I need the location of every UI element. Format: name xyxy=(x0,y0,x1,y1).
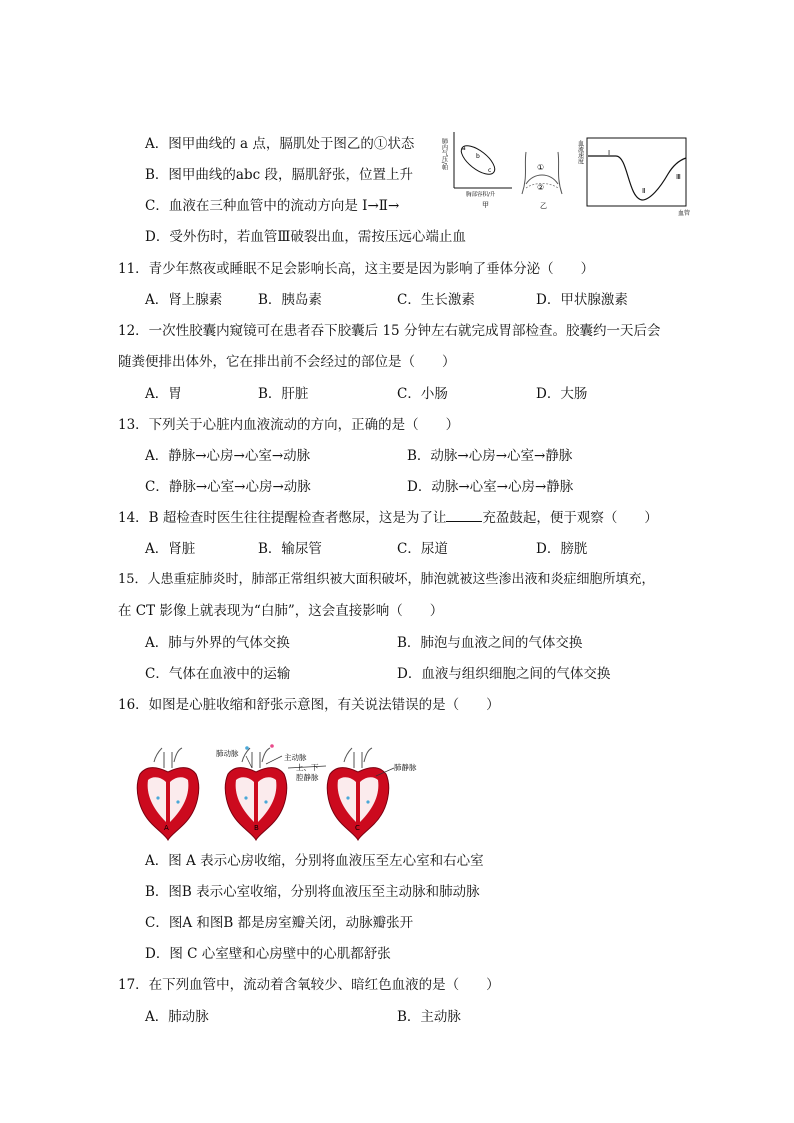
q14-blank xyxy=(446,509,482,522)
q12-stem-line1: 12．一次性胶囊内窥镜可在患者吞下胶囊后 15 分钟左右就完成胃部检查。胶囊约一天后会 xyxy=(118,323,661,339)
flow-label-3: Ⅲ xyxy=(676,173,681,181)
q15-option-b: B．肺泡与血液之间的气体交换 xyxy=(397,635,583,651)
q12-stem-line2: 随粪便排出体外，它在排出前不会经过的部位是（ ） xyxy=(118,354,456,370)
q14-option-d: D．膀胱 xyxy=(536,541,588,557)
q17-option-b: B．主动脉 xyxy=(397,1009,461,1025)
yi-mark-2: ② xyxy=(537,183,545,192)
q14-option-a: A．肾脏 xyxy=(145,541,196,557)
q16-option-d: D．图 C 心室壁和心房壁中的心肌都舒张 xyxy=(145,946,391,962)
jia-xlabel: 胸部容积/升 xyxy=(466,192,496,198)
q15-stem-line2: 在 CT 影像上就表现为“白肺”，这会直接影响（ ） xyxy=(118,603,444,619)
q15-option-c: C．气体在血液中的运输 xyxy=(145,666,291,682)
label-pulmonary-artery: 肺动脉 xyxy=(216,749,239,758)
caption-c: C xyxy=(355,824,360,832)
q11-option-b: B．胰岛素 xyxy=(258,292,322,308)
q16-heart-figure xyxy=(130,732,420,842)
q11-option-d: D．甲状腺激素 xyxy=(536,292,628,308)
q13-option-b: B．动脉→心房→心室→静脉 xyxy=(407,448,573,464)
q15-option-d: D．血液与组织细胞之间的气体交换 xyxy=(397,666,611,682)
q13-option-d: D．动脉→心室→心房→静脉 xyxy=(407,479,574,495)
label-vena-cava-2: 腔静脉 xyxy=(296,773,319,782)
q10-figure-jia xyxy=(440,128,520,210)
caption-a: A xyxy=(164,824,169,832)
q15-option-a: A．肺与外界的气体交换 xyxy=(145,635,290,651)
flow-label-1: Ⅰ xyxy=(608,149,611,157)
q17-option-a: A．肺动脉 xyxy=(145,1009,209,1025)
jia-point-c: c xyxy=(488,167,492,174)
label-pulmonary-vein: 肺静脉 xyxy=(394,763,417,772)
q14-stem-part2: 充盈鼓起，便于观察（ ） xyxy=(482,510,658,526)
label-vena-cava-1: 上、下 xyxy=(296,763,319,772)
q14-stem-part1: 14．B 超检查时医生往往提醒检查者憋尿，这是为了让 xyxy=(118,510,447,526)
q12-option-b: B．肝脏 xyxy=(258,386,309,402)
q12-option-c: C．小肠 xyxy=(397,386,448,402)
q14-option-c: C．尿道 xyxy=(397,541,448,557)
caption-b: B xyxy=(254,824,259,832)
jia-point-b: b xyxy=(476,153,480,160)
q14-stem xyxy=(118,509,658,527)
q16-option-b: B．图B 表示心室收缩，分别将血液压至主动脉和肺动脉 xyxy=(145,884,480,900)
flow-ylabel: 血流速度 xyxy=(576,140,584,164)
q16-stem: 16．如图是心脏收缩和舒张示意图，有关说法错误的是（ ） xyxy=(118,697,500,713)
q10-option-c: C．血液在三种血管中的流动方向是 Ⅰ→Ⅱ→ xyxy=(145,198,400,214)
q10-option-a: A．图甲曲线的 a 点，膈肌处于图乙的①状态 xyxy=(145,136,415,152)
q11-option-c: C．生长激素 xyxy=(397,292,475,308)
yi-mark-1: ① xyxy=(537,163,545,172)
flow-xlabel: 血管 xyxy=(678,210,691,217)
q12-option-a: A．胃 xyxy=(145,386,182,402)
flow-label-2: Ⅱ xyxy=(642,187,646,195)
q10-figure-blood-flow xyxy=(576,134,696,218)
q11-stem: 11．青少年熬夜或睡眠不足会影响长高，这主要是因为影响了垂体分泌（ ） xyxy=(118,261,595,277)
q16-option-c: C．图A 和图B 都是房室瓣关闭，动脉瓣张开 xyxy=(145,915,414,931)
q10-option-d: D．受外伤时，若血管Ⅲ破裂出血，需按压远心端止血 xyxy=(145,229,466,245)
q11-option-a: A．肾上腺素 xyxy=(145,292,223,308)
q15-stem-line1: 15．人患重症肺炎时，肺部正常组织被大面积破坏，肺泡就被这些渗出液和炎症细胞所填充， xyxy=(118,572,655,587)
q13-option-c: C．静脉→心室→心房→动脉 xyxy=(145,479,311,495)
q16-option-a: A．图 A 表示心房收缩，分别将血液压至左心室和右心室 xyxy=(145,853,484,869)
jia-ylabel: 肺内气压/帕 xyxy=(440,138,448,171)
q17-stem: 17．在下列血管中，流动着含氧较少、暗红色血液的是（ ） xyxy=(118,977,500,993)
q13-option-a: A．静脉→心房→心室→动脉 xyxy=(145,448,311,464)
yi-caption: 乙 xyxy=(540,202,547,210)
q10-figure-yi xyxy=(518,150,566,212)
q12-option-d: D．大肠 xyxy=(536,386,588,402)
q10-option-b: B．图甲曲线的abc 段，膈肌舒张，位置上升 xyxy=(145,167,413,183)
q13-stem: 13．下列关于心脏内血液流动的方向，正确的是（ ） xyxy=(118,417,460,433)
jia-caption: 甲 xyxy=(482,201,489,209)
label-aorta: 主动脉 xyxy=(284,753,307,762)
q14-option-b: B．输尿管 xyxy=(258,541,322,557)
jia-point-a: a xyxy=(462,145,466,152)
